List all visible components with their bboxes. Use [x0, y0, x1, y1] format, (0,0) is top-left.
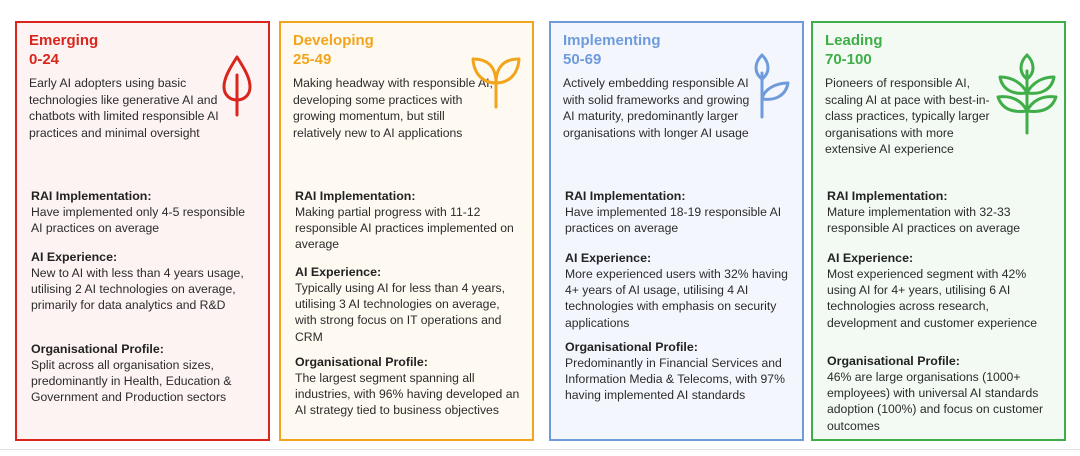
card-leading	[811, 21, 1066, 441]
experience-title: AI Experience:	[31, 250, 118, 264]
rai-section	[827, 188, 1052, 236]
card-description: Early AI adopters using basic technologies like generative AI and chatbots with limited responsible AI practices and minimal oversight	[29, 76, 219, 140]
card-name: Leading	[825, 32, 883, 49]
experience-section	[565, 250, 790, 331]
card-range: 25-49	[293, 51, 332, 68]
card-range: 0-24	[29, 51, 60, 68]
rai-text: Have implemented 18-19 responsible AI practices on average	[565, 205, 782, 236]
experience-title: AI Experience:	[827, 251, 914, 265]
org-section	[295, 354, 520, 419]
experience-title: AI Experience:	[565, 251, 652, 265]
experience-text: Most experienced segment with 42% using AI for 4+ years, utilising 6 AI technologies across research, development and customer experience	[827, 267, 1038, 330]
experience-section	[827, 250, 1052, 331]
org-text: Split across all organisation sizes, predominantly in Health, Education & Government and Production sectors	[31, 358, 232, 405]
rai-title: RAI Implementation:	[31, 189, 152, 203]
rai-text: Making partial progress with 11-12 responsible AI practices implemented on average	[295, 205, 514, 252]
sprout-icon	[470, 55, 522, 109]
rai-section	[565, 188, 790, 236]
seed-icon	[220, 53, 254, 117]
rai-section	[295, 188, 520, 253]
divider	[0, 449, 1080, 450]
org-section	[827, 353, 1052, 434]
rai-title: RAI Implementation:	[827, 189, 948, 203]
rai-title: RAI Implementation:	[295, 189, 416, 203]
org-title: Organisational Profile:	[827, 354, 960, 368]
experience-section	[31, 249, 256, 314]
card-name: Developing	[293, 32, 374, 49]
experience-section	[295, 264, 520, 345]
experience-text: More experienced users with 32% having 4+ years of AI usage, utilising 4 AI technologies with emphasis on security applications	[565, 267, 788, 330]
org-section	[31, 341, 256, 406]
org-title: Organisational Profile:	[31, 342, 164, 356]
org-title: Organisational Profile:	[565, 340, 698, 354]
org-text: Predominantly in Financial Services and Information Media & Telecoms, with 97% having implemented AI standards	[565, 356, 785, 403]
card-range: 50-69	[563, 51, 602, 68]
org-text: The largest segment spanning all industries, with 96% having developed an AI strategy tied to business objectives	[295, 371, 520, 418]
card-name: Implementing	[563, 32, 661, 49]
experience-text: Typically using AI for less than 4 years, utilising 3 AI technologies on average, with strong focus on IT operations and CRM	[295, 281, 505, 344]
card-name: Emerging	[29, 32, 99, 49]
card-description: Pioneers of responsible AI, scaling AI at pace with best-in-class practices, typically larger organisations with more extensive AI experience	[825, 76, 990, 156]
card-implementing	[549, 21, 804, 441]
card-range: 70-100	[825, 51, 872, 68]
experience-text: New to AI with less than 4 years usage, utilising 2 AI technologies on average, primarily for data analytics and R&D	[31, 266, 244, 313]
card-emerging	[15, 21, 270, 441]
young-plant-icon	[748, 53, 792, 119]
org-title: Organisational Profile:	[295, 355, 428, 369]
org-text: 46% are large organisations (1000+ employees) with universal AI standards adoption (100%) and focus on customer outcomes	[827, 370, 1044, 433]
card-description: Making headway with responsible AI, developing some practices with growing momentum, but still relatively new to AI applications	[293, 76, 493, 140]
rai-text: Mature implementation with 32-33 responsible AI practices on average	[827, 205, 1021, 236]
rai-section	[31, 188, 256, 236]
org-section	[565, 339, 790, 404]
experience-title: AI Experience:	[295, 265, 382, 279]
card-developing	[279, 21, 534, 441]
plant-icon	[994, 53, 1060, 135]
rai-text: Have implemented only 4-5 responsible AI practices on average	[31, 205, 246, 236]
rai-title: RAI Implementation:	[565, 189, 686, 203]
card-description: Actively embedding responsible AI with solid frameworks and growing AI maturity, predominantly larger organisations with longer AI usage	[563, 76, 750, 140]
